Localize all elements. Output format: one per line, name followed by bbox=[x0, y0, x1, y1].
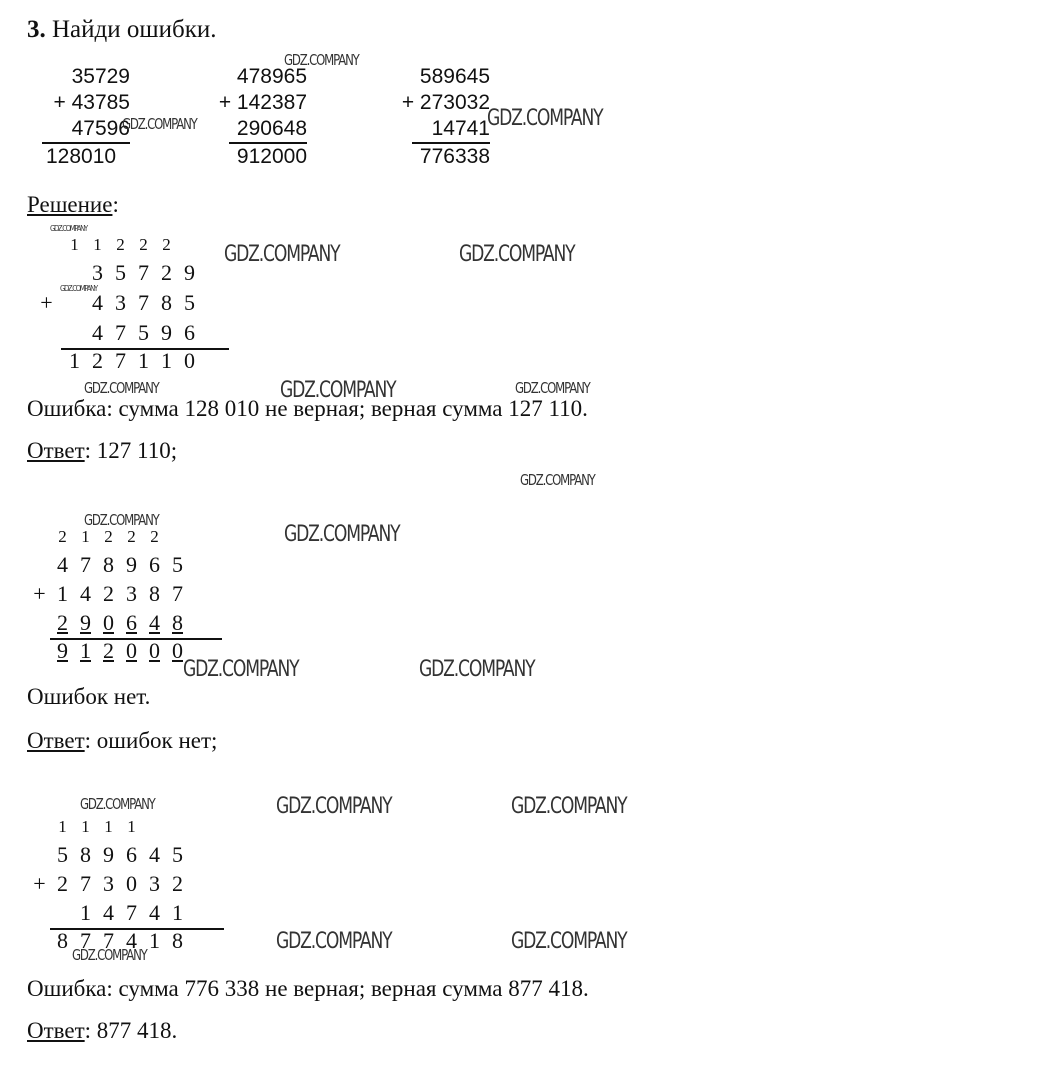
digit: 1 bbox=[80, 900, 91, 925]
digit: 0 bbox=[172, 638, 183, 663]
carry-digit: 1 bbox=[70, 235, 79, 254]
answer-label: Ответ bbox=[27, 1018, 85, 1043]
digit: 1 bbox=[80, 638, 91, 663]
digit: 5 bbox=[172, 552, 183, 577]
answer-value: : ошибок нет; bbox=[84, 728, 218, 753]
digit: 7 bbox=[138, 260, 149, 285]
digit: 3 bbox=[149, 871, 160, 896]
watermark: GDZ.COMPANY bbox=[84, 379, 159, 397]
digit: 4 bbox=[92, 290, 103, 315]
digit: 5 bbox=[57, 842, 68, 867]
digit: 0 bbox=[126, 871, 137, 896]
watermark: GDZ.COMPANY bbox=[511, 929, 627, 954]
digit: 8 bbox=[57, 928, 68, 953]
watermark: GDZ.COMPANY bbox=[276, 929, 392, 954]
addend-2: 273032 bbox=[419, 91, 490, 114]
digit: 7 bbox=[80, 552, 91, 577]
digit: 9 bbox=[126, 552, 137, 577]
watermark: GDZ.COMPANY bbox=[284, 51, 359, 69]
task-column-3 bbox=[388, 64, 490, 170]
sum-row bbox=[63, 346, 201, 376]
digit: 6 bbox=[126, 842, 137, 867]
sum-row bbox=[51, 636, 189, 666]
digit: 2 bbox=[103, 581, 114, 606]
carry-digit: 1 bbox=[58, 817, 67, 836]
addend-2-row bbox=[205, 90, 307, 116]
carry-digit: 2 bbox=[150, 527, 159, 546]
task-title-text: Найди ошибки. bbox=[52, 16, 217, 43]
addend-2-row bbox=[388, 90, 490, 116]
addend-2-row bbox=[40, 90, 130, 116]
watermark: GDZ.COMPANY bbox=[284, 522, 400, 547]
digit: 3 bbox=[92, 260, 103, 285]
answer-value: : 877 418. bbox=[84, 1018, 178, 1043]
addend-3-row bbox=[74, 898, 189, 928]
addend-2-row bbox=[51, 579, 189, 609]
digit: 4 bbox=[80, 581, 91, 606]
error-note-3: Ошибка: сумма 776 338 не верная; верная сумма 877 418. bbox=[27, 976, 589, 1001]
digit: 2 bbox=[92, 348, 103, 373]
task-column-1 bbox=[40, 64, 130, 170]
watermark: GDZ.COMPANY bbox=[515, 379, 590, 397]
sum: 912000 bbox=[236, 145, 307, 168]
digit: 1 bbox=[138, 348, 149, 373]
digit: 4 bbox=[57, 552, 68, 577]
solution-block-2 bbox=[28, 520, 238, 670]
digit: 4 bbox=[92, 320, 103, 345]
solution-heading-colon: : bbox=[112, 192, 119, 217]
watermark: GDZ.COMPANY bbox=[84, 511, 159, 529]
digit: 4 bbox=[149, 610, 160, 635]
watermark: GDZ.COMPANY bbox=[520, 471, 595, 489]
digit: 8 bbox=[80, 842, 91, 867]
plus-sign: + bbox=[401, 91, 415, 114]
digit: 5 bbox=[138, 320, 149, 345]
digit: 0 bbox=[103, 610, 114, 635]
digit: 7 bbox=[115, 348, 126, 373]
answer-3 bbox=[27, 1018, 177, 1044]
task-column-2 bbox=[205, 64, 307, 170]
carry-digit: 1 bbox=[127, 817, 136, 836]
digit: 5 bbox=[184, 290, 195, 315]
digit: 2 bbox=[172, 871, 183, 896]
digit: 7 bbox=[126, 900, 137, 925]
digit: 4 bbox=[149, 842, 160, 867]
solution-block-3 bbox=[28, 810, 238, 960]
carry-digit: 1 bbox=[93, 235, 102, 254]
digit: 5 bbox=[172, 842, 183, 867]
digit: 0 bbox=[126, 638, 137, 663]
carry-digit: 1 bbox=[104, 817, 113, 836]
task-number: 3. bbox=[27, 16, 46, 43]
watermark: GDZ.COMPANY bbox=[276, 794, 392, 819]
carry-digit: 1 bbox=[81, 817, 90, 836]
addend-1-row bbox=[51, 550, 189, 580]
addend-3: 47596 bbox=[71, 117, 130, 140]
addend-3: 290648 bbox=[236, 117, 307, 140]
addend-2-row bbox=[51, 869, 189, 899]
carry-digit: 2 bbox=[116, 235, 125, 254]
digit: 9 bbox=[80, 610, 91, 635]
watermark: GDZ.COMPANY bbox=[280, 378, 396, 403]
carry-digits bbox=[63, 230, 178, 260]
solution-heading bbox=[27, 192, 119, 218]
digit: 4 bbox=[126, 928, 137, 953]
digit: 2 bbox=[57, 871, 68, 896]
digit: 3 bbox=[115, 290, 126, 315]
plus-sign: + bbox=[33, 871, 46, 896]
digit: 2 bbox=[57, 610, 68, 635]
digit: 8 bbox=[172, 928, 183, 953]
solution-heading-text: Решение bbox=[27, 192, 113, 217]
plus-sign: + bbox=[218, 91, 232, 114]
plus-sign: + bbox=[40, 290, 53, 315]
addend-3-row bbox=[86, 318, 201, 348]
sum: 776338 bbox=[419, 145, 490, 168]
sum: 128010 bbox=[46, 145, 117, 168]
watermark: GDZ.COMPANY bbox=[419, 657, 535, 682]
answer-1 bbox=[27, 438, 177, 464]
watermark: GDZ.COMPANY bbox=[224, 242, 340, 267]
addend-1: 35729 bbox=[71, 65, 130, 88]
watermark: GDZ.COMPANY bbox=[50, 224, 87, 233]
addend-1: 478965 bbox=[236, 65, 307, 88]
carry-digit: 2 bbox=[58, 527, 67, 546]
error-note-2: Ошибок нет. bbox=[27, 684, 151, 709]
digit: 4 bbox=[149, 900, 160, 925]
solution-block-1 bbox=[35, 230, 245, 380]
addend-1-row bbox=[51, 840, 189, 870]
digit: 9 bbox=[103, 842, 114, 867]
digit: 2 bbox=[103, 638, 114, 663]
digit: 9 bbox=[184, 260, 195, 285]
watermark: GDZ.COMPANY bbox=[60, 284, 97, 293]
addend-2: 142387 bbox=[236, 91, 307, 114]
answer-value: : 127 110; bbox=[84, 438, 178, 463]
plus-row bbox=[28, 579, 51, 609]
digit: 8 bbox=[103, 552, 114, 577]
digit: 7 bbox=[172, 581, 183, 606]
plus-sign: + bbox=[33, 581, 46, 606]
addend-1-row bbox=[86, 258, 201, 288]
digit: 0 bbox=[149, 638, 160, 663]
digit: 1 bbox=[161, 348, 172, 373]
carry-digit: 2 bbox=[139, 235, 148, 254]
carry-digit: 2 bbox=[162, 235, 171, 254]
digit: 1 bbox=[149, 928, 160, 953]
digit: 5 bbox=[115, 260, 126, 285]
digit: 7 bbox=[138, 290, 149, 315]
addend-2-digits bbox=[86, 288, 201, 318]
carry-digit: 1 bbox=[81, 527, 90, 546]
watermark: GDZ.COMPANY bbox=[487, 106, 603, 131]
watermark: GDZ.COMPANY bbox=[459, 242, 575, 267]
digit: 7 bbox=[115, 320, 126, 345]
error-note-1: Ошибка: сумма 128 010 не верная; верная сумма 127 110. bbox=[27, 396, 588, 421]
digit: 3 bbox=[103, 871, 114, 896]
addend-2: 43785 bbox=[71, 91, 130, 114]
plus-sign: + bbox=[53, 91, 66, 114]
digit: 1 bbox=[57, 581, 68, 606]
digit: 8 bbox=[172, 610, 183, 635]
answer-label: Ответ bbox=[27, 438, 85, 463]
digit: 6 bbox=[149, 552, 160, 577]
digit: 7 bbox=[80, 928, 91, 953]
digit: 6 bbox=[126, 610, 137, 635]
carry-digit: 2 bbox=[104, 527, 113, 546]
carry-digit: 2 bbox=[127, 527, 136, 546]
carry-digits bbox=[51, 812, 143, 842]
digit: 7 bbox=[103, 928, 114, 953]
watermark: GDZ.COMPANY bbox=[511, 794, 627, 819]
plus-row bbox=[28, 869, 51, 899]
watermark: GDZ.COMPANY bbox=[80, 795, 155, 813]
digit: 1 bbox=[172, 900, 183, 925]
addend-1: 589645 bbox=[419, 65, 490, 88]
answer-2 bbox=[27, 728, 217, 754]
watermark: GDZ.COMPANY bbox=[122, 115, 197, 133]
digit: 7 bbox=[80, 871, 91, 896]
addend-3-row bbox=[51, 608, 189, 638]
task-title bbox=[27, 16, 217, 44]
digit: 3 bbox=[126, 581, 137, 606]
digit: 9 bbox=[161, 320, 172, 345]
addend-3: 14741 bbox=[431, 117, 490, 140]
digit: 6 bbox=[184, 320, 195, 345]
watermark: GDZ.COMPANY bbox=[72, 946, 147, 964]
digit: 4 bbox=[103, 900, 114, 925]
answer-label: Ответ bbox=[27, 728, 85, 753]
digit: 2 bbox=[161, 260, 172, 285]
digit: 1 bbox=[69, 348, 80, 373]
addend-2-row bbox=[35, 288, 58, 318]
digit: 0 bbox=[184, 348, 195, 373]
watermark: GDZ.COMPANY bbox=[183, 657, 299, 682]
digit: 8 bbox=[149, 581, 160, 606]
digit: 8 bbox=[161, 290, 172, 315]
digit: 9 bbox=[57, 638, 68, 663]
